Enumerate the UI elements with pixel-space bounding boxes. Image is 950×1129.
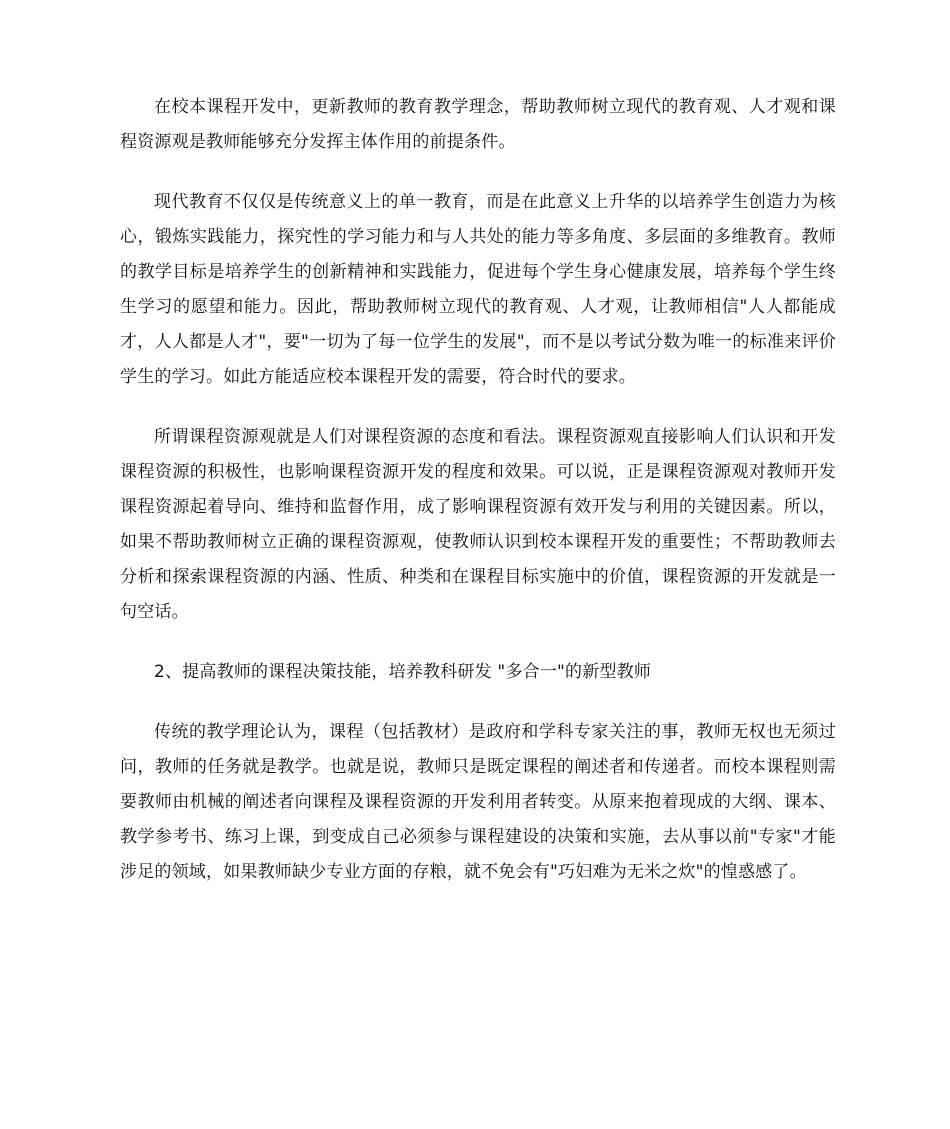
section-heading: 2、提高教师的课程决策技能，培养教科研发 "多合一"的新型教师 [154, 662, 652, 682]
paragraph-2: 现代教育不仅仅是传统意义上的单一教育，而是在此意义上升华的以培养学生创造力为核心，锻炼实践能力，探究性的学习能力和与人共处的能力等多角度、多层面的多维教育。教师的教学目标是培养学生的创新精神和实践能力，促进每个学生身心健康发展，培养每个学生终生学习的愿望和能力。因此，帮助教师树立现代的教育观、人才观，让教师相信"人人都能成才，人人都是人才"，要"一切为了每一位学生的发展"，而不是以考试分数为唯一的标准来评价学生的学习。如此方能适应校本课程开发的需要，符合时代的要求。 [120, 192, 836, 387]
document-body [120, 90, 836, 890]
paragraph-4: 传统的教学理论认为，课程（包括教材）是政府和学科专家关注的事，教师无权也无须过问，教师的任务就是教学。也就是说，教师只是既定课程的阐述者和传递者。而校本课程则需要教师由机械的阐述者向课程及课程资源的开发利用者转变。从原来抱着现成的大纲、课本、教学参考书、练习上课，到变成自己必须参与课程建设的决策和实施，去从事以前"专家"才能涉足的领域，如果教师缺少专业方面的存粮，就不免会有"巧妇难为无米之炊"的惶惑感了。 [120, 722, 836, 882]
paragraph-1: 在校本课程开发中，更新教师的教育教学理念，帮助教师树立现代的教育观、人才观和课程资源观是教师能够充分发挥主体作用的前提条件。 [120, 97, 836, 152]
paragraph-3: 所谓课程资源观就是人们对课程资源的态度和看法。课程资源观直接影响人们认识和开发课程资源的积极性，也影响课程资源开发的程度和效果。可以说，正是课程资源观对教师开发课程资源起着导向、维持和监督作用，成了影响课程资源有效开发与利用的关键因素。所以，如果不帮助教师树立正确的课程资源观，使教师认识到校本课程开发的重要性；不帮助教师去分析和探索课程资源的内涵、性质、种类和在课程目标实施中的价值，课程资源的开发就是一句空话。 [120, 427, 836, 622]
